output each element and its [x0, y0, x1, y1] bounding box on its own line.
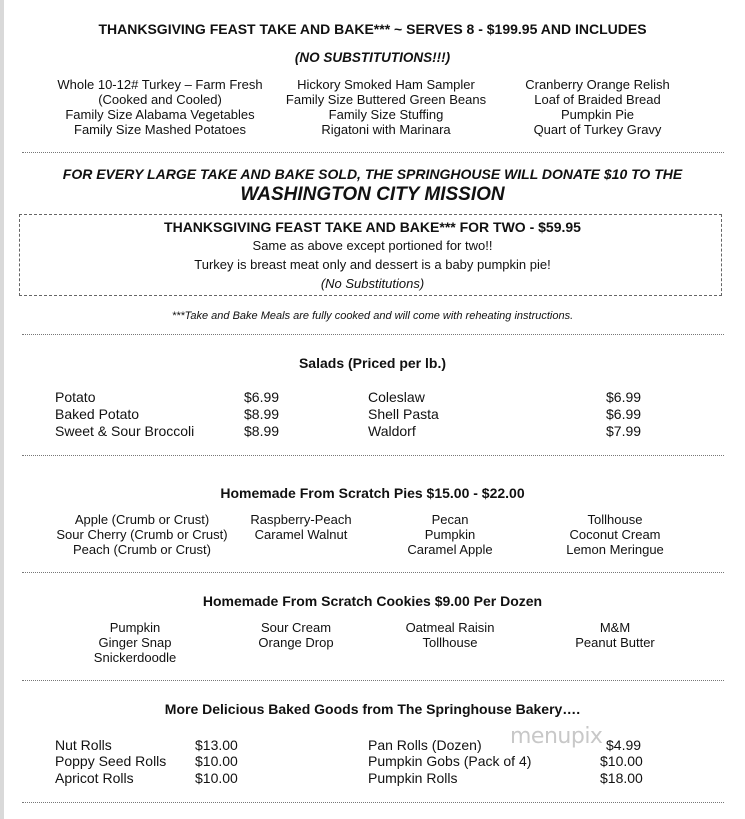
feast-item: Hickory Smoked Ham Sampler [297, 77, 475, 92]
feast-column-1 [45, 77, 275, 137]
divider [22, 455, 724, 456]
salad-price: $6.99 [606, 406, 642, 422]
salad-name: Sweet & Sour Broccoli [55, 423, 195, 439]
divider [22, 572, 724, 573]
cookies-column-2 [236, 620, 356, 650]
pie-item: Caramel Apple [407, 542, 493, 557]
salad-name: Baked Potato [55, 406, 140, 422]
bakery-title: More Delicious Baked Goods from The Springhouse Bakery…. [164, 701, 581, 717]
divider [22, 152, 724, 153]
salad-name: Coleslaw [368, 389, 425, 405]
pie-item: Pecan [431, 512, 469, 527]
cookie-item: Oatmeal Raisin [405, 620, 495, 635]
bakery-price: $10.00 [600, 753, 643, 769]
pies-column-4 [555, 512, 675, 557]
feast-column-3 [500, 77, 695, 137]
pie-item: Raspberry-Peach [250, 512, 352, 527]
salad-name: Waldorf [368, 423, 416, 439]
cookies-column-4 [555, 620, 675, 650]
pie-item: Tollhouse [587, 512, 643, 527]
for-two-line: Same as above except portioned for two!! [252, 238, 493, 253]
page-edge-shadow [0, 0, 4, 819]
feast-item: Loaf of Braided Bread [534, 92, 661, 107]
feast-item: Family Size Stuffing [328, 107, 444, 122]
bakery-name: Nut Rolls [55, 737, 112, 753]
divider [22, 334, 724, 335]
feast-item: Family Size Mashed Potatoes [74, 122, 246, 137]
pies-title: Homemade From Scratch Pies $15.00 - $22.00 [220, 485, 525, 501]
bakery-price: $18.00 [600, 770, 643, 786]
bakery-name: Pumpkin Gobs (Pack of 4) [368, 753, 532, 769]
pie-item: Lemon Meringue [566, 542, 664, 557]
cookie-item: Tollhouse [422, 635, 478, 650]
feast-item: Rigatoni with Marinara [321, 122, 451, 137]
feast-item: Whole 10-12# Turkey – Farm Fresh [57, 77, 263, 92]
bakery-name: Pumpkin Rolls [368, 770, 458, 786]
salad-price: $6.99 [606, 389, 642, 405]
bakery-price: $10.00 [195, 753, 238, 769]
feast-item: Quart of Turkey Gravy [533, 122, 662, 137]
for-two-no-substitutions: (No Substitutions) [320, 276, 425, 291]
pies-column-3 [390, 512, 510, 557]
salad-price: $6.99 [244, 389, 280, 405]
salad-name: Potato [55, 389, 96, 405]
salads-title: Salads (Priced per lb.) [298, 355, 447, 371]
bakery-price: $4.99 [606, 737, 642, 753]
cookie-item: Orange Drop [258, 635, 334, 650]
donation-line: FOR EVERY LARGE TAKE AND BAKE SOLD, THE SPRINGHOUSE WILL DONATE $10 TO THE [62, 166, 683, 182]
pie-item: Sour Cherry (Crumb or Crust) [56, 527, 228, 542]
feast-item: Family Size Buttered Green Beans [285, 92, 487, 107]
bakery-name: Poppy Seed Rolls [55, 753, 167, 769]
for-two-title: THANKSGIVING FEAST TAKE AND BAKE*** FOR TWO - $59.95 [164, 219, 581, 235]
pie-item: Peach (Crumb or Crust) [73, 542, 211, 557]
pie-item: Caramel Walnut [254, 527, 348, 542]
feast-item: Pumpkin Pie [561, 107, 634, 122]
pies-column-1 [42, 512, 242, 557]
cookies-title: Homemade From Scratch Cookies $9.00 Per Dozen [202, 593, 543, 609]
bakery-price: $13.00 [195, 737, 238, 753]
feast-no-substitutions: (NO SUBSTITUTIONS!!!) [294, 50, 451, 65]
donation-recipient: WASHINGTON CITY MISSION [240, 184, 505, 205]
cookie-item: Peanut Butter [575, 635, 655, 650]
pie-item: Pumpkin [424, 527, 476, 542]
cookies-column-1 [75, 620, 195, 665]
pies-column-2 [236, 512, 366, 542]
cookie-item: Sour Cream [260, 620, 332, 635]
cookie-item: M&M [599, 620, 631, 635]
feast-item: (Cooked and Cooled) [98, 92, 222, 107]
feast-title: THANKSGIVING FEAST TAKE AND BAKE*** ~ SERVES 8 - $199.95 AND INCLUDES [98, 21, 647, 37]
menupix-watermark: menupix [510, 724, 603, 749]
feast-item: Cranberry Orange Relish [525, 77, 670, 92]
bakery-price: $10.00 [195, 770, 238, 786]
pie-item: Apple (Crumb or Crust) [74, 512, 210, 527]
divider [22, 680, 724, 681]
pie-item: Coconut Cream [569, 527, 661, 542]
cookie-item: Pumpkin [109, 620, 161, 635]
bakery-name: Pan Rolls (Dozen) [368, 737, 482, 753]
salad-price: $7.99 [606, 423, 642, 439]
cookie-item: Snickerdoodle [93, 650, 177, 665]
salad-price: $8.99 [244, 406, 280, 422]
cookie-item: Ginger Snap [98, 635, 172, 650]
salad-name: Shell Pasta [368, 406, 439, 422]
divider [22, 802, 724, 803]
bakery-name: Apricot Rolls [55, 770, 134, 786]
for-two-line: Turkey is breast meat only and dessert is a baby pumpkin pie! [194, 257, 551, 272]
salad-price: $8.99 [244, 423, 280, 439]
cookies-column-3 [390, 620, 510, 650]
feast-column-2 [275, 77, 497, 137]
reheating-note: ***Take and Bake Meals are fully cooked and will come with reheating instructions. [171, 310, 574, 322]
feast-item: Family Size Alabama Vegetables [65, 107, 255, 122]
